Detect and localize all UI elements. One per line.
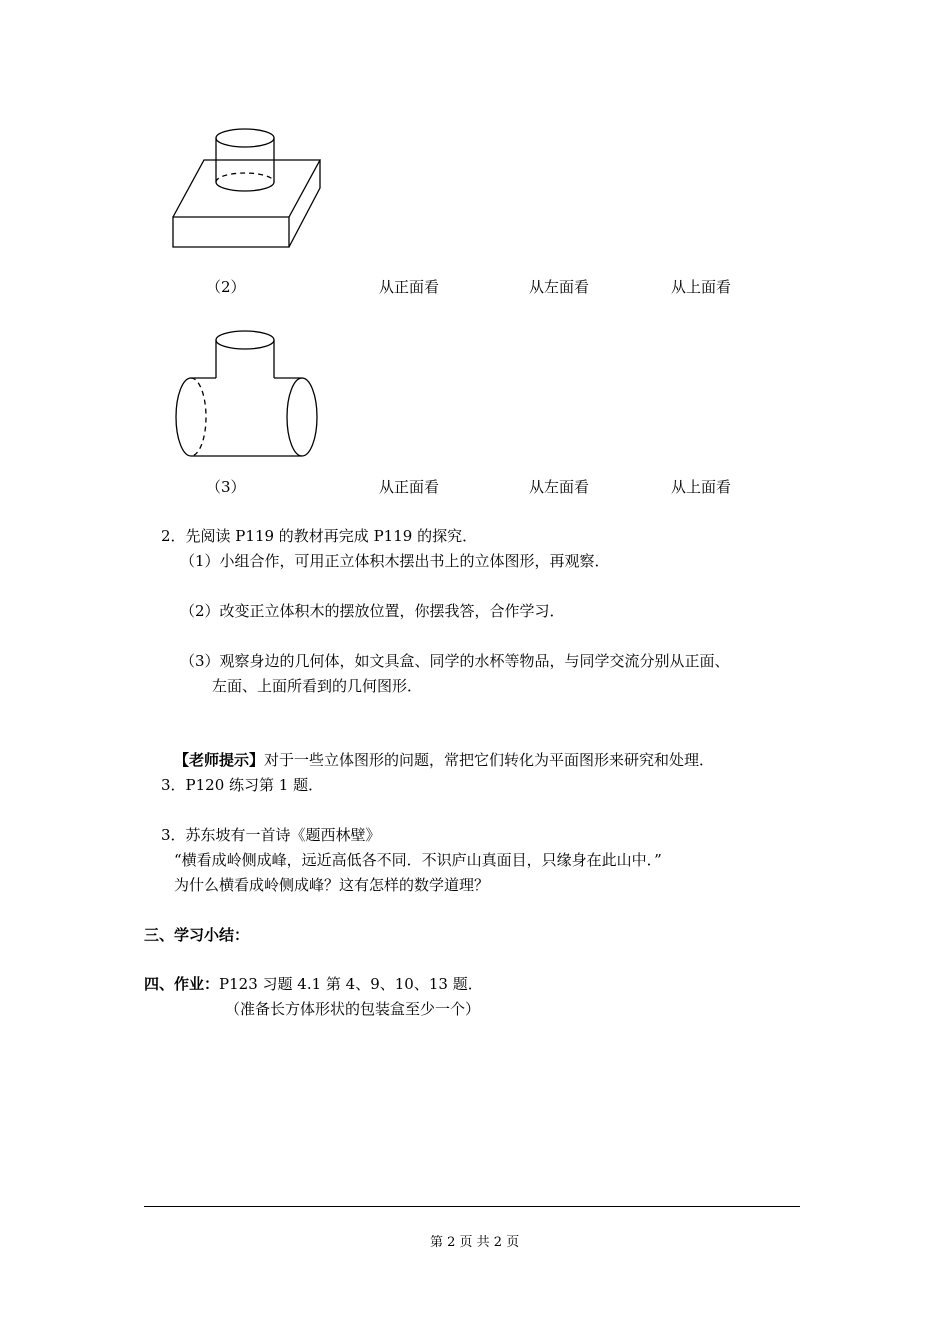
item-2-sub-2: （2）改变正立体积木的摆放位置，你摆我答，合作学习． [180, 602, 565, 620]
section-3-heading: 三、学习小结： [144, 926, 250, 944]
front-view-label: 从正面看 [379, 478, 440, 496]
poem-question: 为什么横看成岭侧成峰？这有怎样的数学道理？ [174, 876, 490, 894]
page-number: 第 2 页 共 2 页 [430, 1235, 520, 1250]
homework-text: P123 习题 4.1 第 4、9、10、13 题． [219, 975, 483, 993]
item-3-heading: 3．苏东坡有一首诗《题西林壁》 [161, 826, 381, 844]
item-2-sub-1: （1）小组合作，可用正立体积木摆出书上的立体图形，再观察． [180, 552, 610, 570]
front-view-label: 从正面看 [379, 278, 440, 296]
teacher-tip [174, 750, 714, 770]
item-2-sub-3-line-1: （3）观察身边的几何体，如文具盒、同学的水杯等物品，与同学交流分别从正面、 [180, 652, 730, 670]
cylinder-on-slab-figure [160, 120, 330, 255]
left-view-label: 从左面看 [529, 478, 590, 496]
item-2-sub-3-line-2: 左面、上面所看到的几何图形． [212, 677, 423, 695]
poem-quote: “横看成岭侧成峰，远近高低各不同．不识庐山真面目，只缘身在此山中．” [174, 851, 662, 869]
item-3-exercise: 3．P120 练习第 1 题． [161, 776, 324, 794]
top-view-label: 从上面看 [671, 278, 732, 296]
teacher-tip-label: 【老师提示】 [174, 751, 265, 769]
teacher-tip-text: 对于一些立体图形的问题，常把它们转化为平面图形来研究和处理． [264, 751, 715, 769]
left-view-label: 从左面看 [529, 278, 590, 296]
homework-line [144, 974, 483, 994]
figure-2-label: （2） [206, 278, 246, 296]
figure-3-label: （3） [206, 478, 246, 496]
item-2-heading: 2．先阅读 P119 的教材再完成 P119 的探究． [161, 527, 478, 545]
t-shaped-cylinders-figure [160, 320, 330, 465]
section-4-heading: 四、作业： [144, 975, 220, 993]
footer-divider [144, 1206, 800, 1207]
homework-note: （准备长方体形状的包装盒至少一个） [225, 1000, 481, 1018]
top-view-label: 从上面看 [671, 478, 732, 496]
